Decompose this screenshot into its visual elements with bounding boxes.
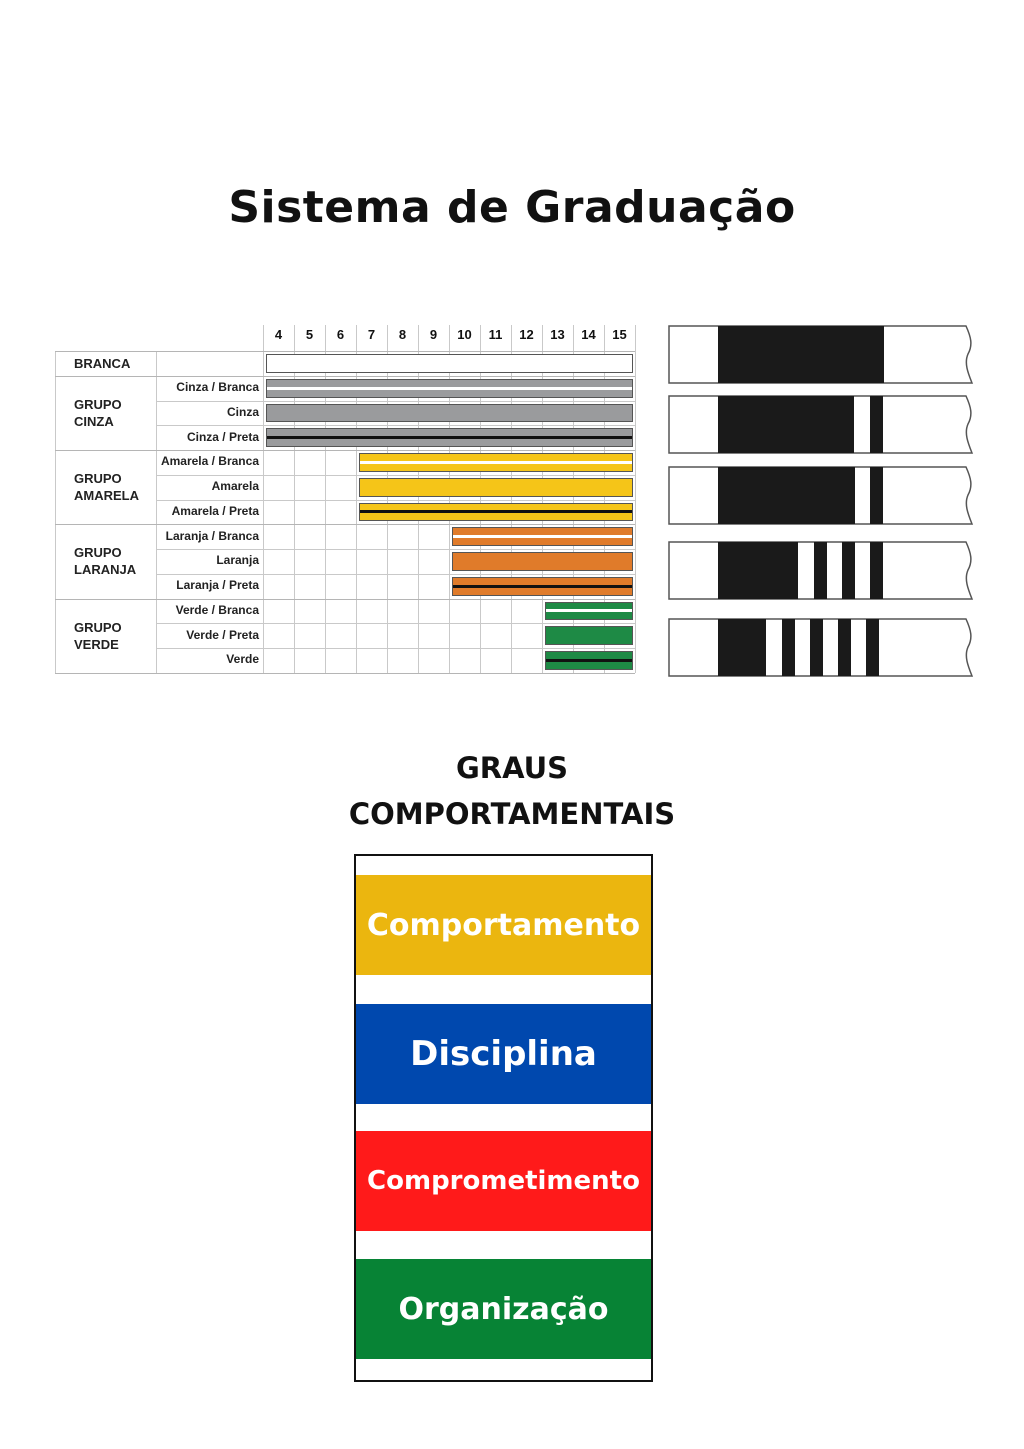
belt-bar — [452, 527, 633, 546]
column-number: 10 — [457, 327, 472, 342]
belt-tip-stripe — [838, 619, 851, 676]
grid-vline — [55, 351, 56, 673]
belt-label: Amarela — [211, 479, 259, 494]
belt-label: Laranja — [216, 553, 259, 568]
group-label: GRUPO AMARELA — [74, 471, 139, 504]
column-number: 4 — [274, 327, 283, 342]
column-number: 5 — [305, 327, 314, 342]
belt-stripe — [546, 609, 632, 612]
belt-label: Verde / Branca — [175, 602, 259, 617]
belt-label: Amarela / Preta — [171, 503, 259, 518]
belt-bar — [266, 354, 633, 373]
belt-tip-black-block — [718, 326, 884, 383]
belt-label: Cinza / Preta — [186, 429, 259, 444]
column-number: 12 — [519, 327, 534, 342]
belt-bar — [452, 577, 633, 596]
belt-tip-stripe — [842, 467, 855, 524]
belt-bar — [359, 453, 633, 472]
graus-title-line2: COMPORTAMENTAIS — [348, 797, 676, 831]
row-divider — [156, 500, 635, 501]
belt-tip — [668, 395, 978, 453]
belt-tip — [668, 325, 978, 383]
row-divider — [156, 425, 635, 426]
belt-bar — [545, 602, 633, 621]
group-label: BRANCA — [74, 355, 131, 371]
belt-bar — [452, 552, 633, 571]
belt-tip-stripe — [814, 542, 827, 599]
column-number: 11 — [488, 327, 503, 342]
column-number: 15 — [612, 327, 627, 342]
grau-organizacao: Organização — [356, 1259, 651, 1359]
belt-tip-stripe — [810, 619, 823, 676]
belt-stripe — [360, 510, 632, 513]
belt-tip-stripe — [870, 467, 883, 524]
belt-stripe — [267, 436, 632, 439]
column-number: 8 — [398, 327, 407, 342]
belt-bar — [545, 651, 633, 670]
grau-comprometimento: Comprometimento — [356, 1131, 651, 1231]
row-divider — [156, 475, 635, 476]
belt-tip — [668, 618, 978, 676]
belt-tip-stripe — [866, 619, 879, 676]
belt-label: Laranja / Preta — [176, 578, 259, 593]
group-divider — [55, 450, 635, 451]
belt-tip — [668, 541, 978, 599]
belt-stripe — [267, 387, 632, 390]
row-divider — [156, 623, 635, 624]
group-label: GRUPO LARANJA — [74, 545, 137, 578]
row-divider — [156, 549, 635, 550]
group-divider — [55, 351, 635, 352]
group-label: GRUPO CINZA — [74, 396, 122, 429]
belt-tip — [668, 466, 978, 524]
belt-label: Amarela / Branca — [160, 454, 259, 469]
row-divider — [156, 574, 635, 575]
grid-vline — [263, 351, 264, 673]
group-divider — [55, 376, 635, 377]
belt-stripe — [546, 659, 632, 662]
belt-tip-stripe — [870, 542, 883, 599]
group-divider — [55, 599, 635, 600]
belt-label: Verde — [226, 652, 259, 667]
row-divider — [156, 648, 635, 649]
belt-label: Verde / Preta — [186, 627, 259, 642]
group-label: GRUPO VERDE — [74, 619, 122, 652]
belt-bar — [266, 404, 633, 423]
column-number: 7 — [367, 327, 376, 342]
belt-tip-black-block — [718, 467, 842, 524]
belt-stripe — [360, 461, 632, 464]
belt-bar — [266, 379, 633, 398]
grau-comportamento: Comportamento — [356, 875, 651, 975]
belt-label: Laranja / Branca — [165, 528, 259, 543]
grid-bottom — [55, 673, 635, 674]
column-number: 14 — [581, 327, 596, 342]
belt-bar — [545, 626, 633, 645]
graus-box — [354, 854, 653, 1382]
page-title: Sistema de Graduação — [228, 182, 796, 233]
belt-tip-stripe — [782, 619, 795, 676]
belt-tip-stripe — [870, 396, 883, 453]
row-divider — [156, 401, 635, 402]
belt-stripe — [453, 585, 632, 588]
belt-tip-stripe — [842, 542, 855, 599]
belt-tip-black-block — [718, 396, 854, 453]
column-number: 13 — [550, 327, 565, 342]
group-divider — [55, 524, 635, 525]
belt-tip-black-block — [718, 542, 798, 599]
belt-label: Cinza — [226, 404, 259, 419]
grau-disciplina: Disciplina — [356, 1004, 651, 1104]
column-number: 9 — [429, 327, 438, 342]
graus-title-line1: GRAUS — [455, 751, 569, 785]
belt-stripe — [453, 535, 632, 538]
column-number: 6 — [336, 327, 345, 342]
belt-tip-black-block — [718, 619, 766, 676]
belt-bar — [359, 503, 633, 522]
grid-vline — [635, 325, 636, 673]
belt-bar — [266, 428, 633, 447]
belt-bar — [359, 478, 633, 497]
belt-label: Cinza / Branca — [176, 380, 259, 395]
graduation-chart — [55, 325, 637, 675]
